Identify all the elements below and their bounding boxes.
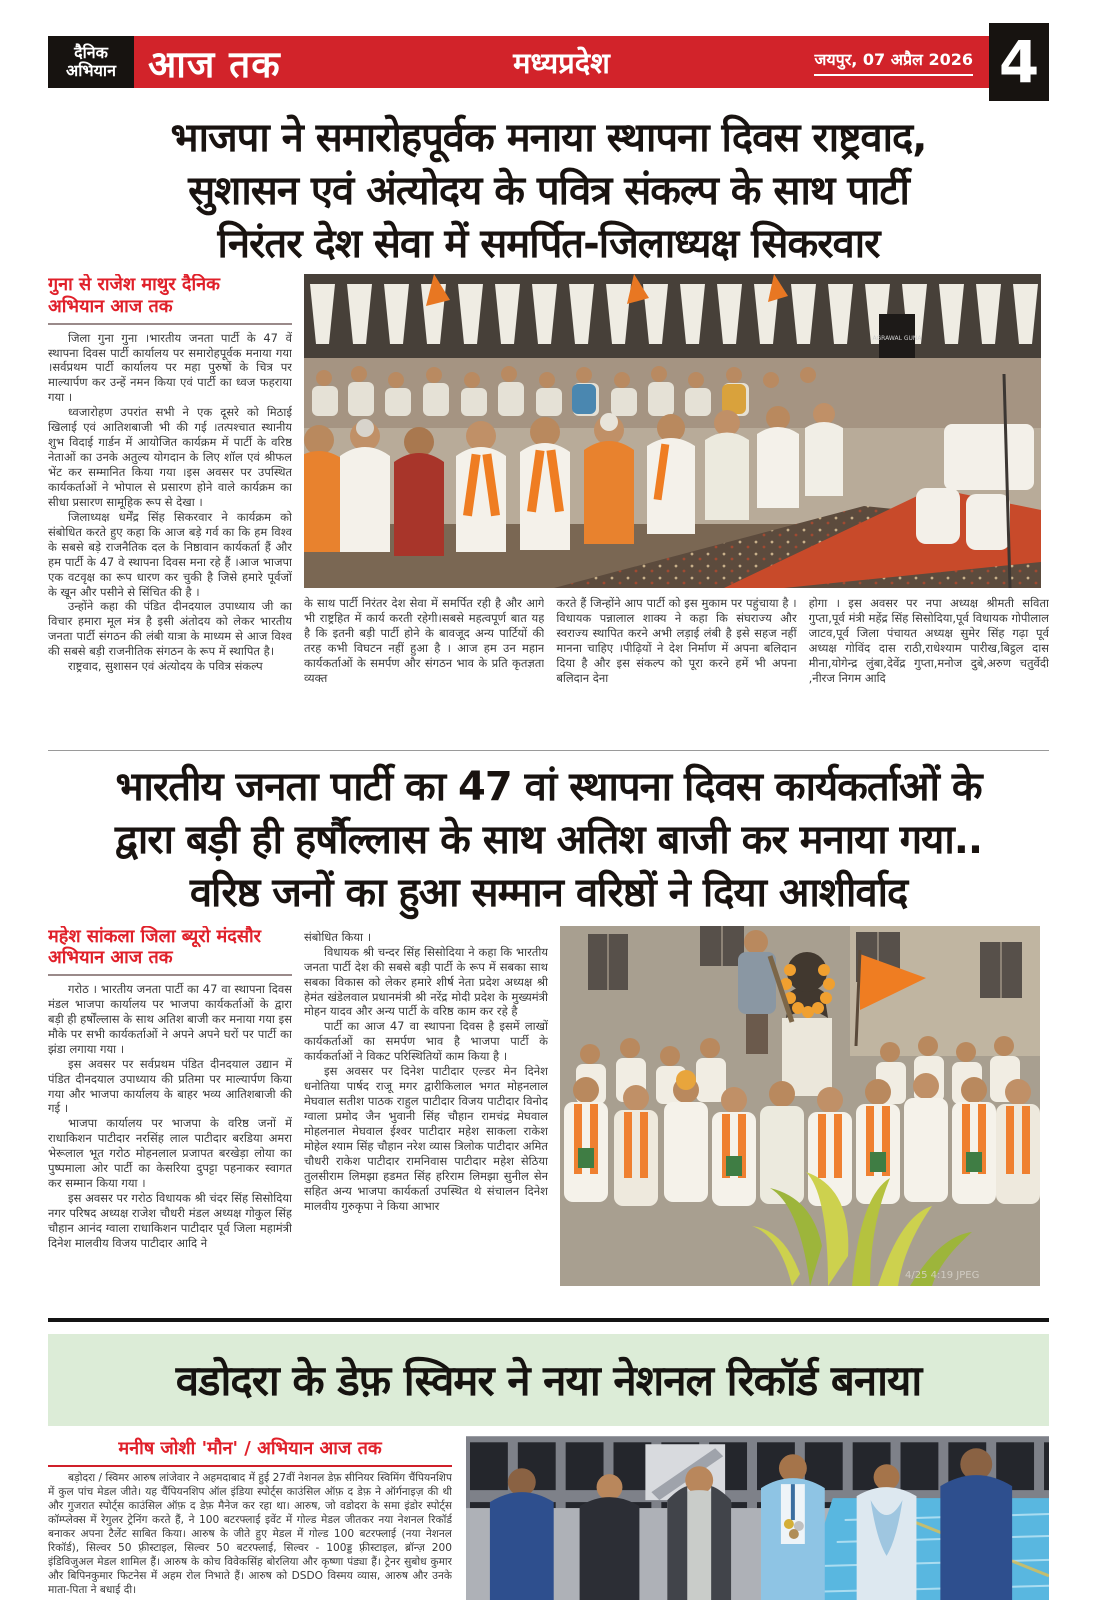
article2-byline (48, 926, 292, 976)
aajtak-logo: आज तक (148, 42, 281, 86)
paragraph: जिलाध्यक्ष धर्मेंद्र सिंह सिकरवार ने कार्यक्रम को संबोधित करते हुए कहा कि आज बड़े गर्व का कि हम विश्व के सबसे बड़े राजनैतिक दल के निष्ठावान कार्यकर्ता हैं और हम पार्टी के 47 वे स्थापना दिवस मना रहे हैं ।आज भाजपा एक वटवृक्ष का रूप धारण कर चुकी है जिसे हमारे पूर्वजों के खून और पसीने से सिंचित की है । (48, 509, 292, 599)
byline-line: महेश सांकला जिला ब्यूरो मंदसौर (48, 925, 262, 947)
article3-headline-band (48, 1334, 1049, 1426)
article1-col1-text (48, 331, 292, 675)
article3-byline: मनीष जोशी 'मौन' / अभियान आज तक (48, 1436, 452, 1467)
article1-right-area (304, 274, 1049, 742)
paragraph: इस अवसर पर सर्वप्रथम पंडित दीनदयाल उद्यान में पंडित दीनदयाल उपाध्याय की प्रतिमा पर माल्यार्पण किया गया और भाजपा कार्यालय के बाहर भव्य आतिशबाजी की गई । (48, 1056, 292, 1116)
article1-col3-text (556, 596, 796, 738)
byline-line: अभियान आज तक (48, 295, 173, 317)
paragraph: भाजपा कार्यालय पर भाजपा के वरिष्ठ जनों में राधाकिशन पाटीदार नरसिंह लाल पाटीदार बरडिया अमरा भेरूलाल भूत गरोठ मोहनलाल प्रजापत बरखेड़ा लोया का पुष्पमाला ओर पार्टी का केसरिया दुपट्टा पहनाकर स्वागत कर सम्मान किया गया । (48, 1116, 292, 1191)
headline-line: वरिष्ठ जनों का हुआ सम्मान वरिष्ठों ने दिया आशीर्वाद (189, 869, 908, 916)
heavy-divider (48, 1318, 1049, 1322)
article1-col4-text (809, 596, 1049, 738)
article1-col2-text (304, 596, 544, 738)
section-divider (48, 750, 1049, 751)
article1-continuation-columns (304, 596, 1049, 738)
article1-byline (48, 274, 292, 324)
photo-watermark: 4/25 4:19 JPEG (905, 1269, 980, 1281)
headline-line: सुशासन एवं अंत्योदय के पवित्र संकल्प के साथ पार्टी (188, 167, 909, 214)
paragraph: पार्टी का आज 47 वा स्थापना दिवस है इसमें लाखों कार्यकर्ताओं का समर्पण भाव है भाजपा पार्टी के कार्यकर्ताओं ने विकट परिस्थितियों काम किया है । (304, 1019, 548, 1064)
speaker-text: AGRAWAL GUNA (872, 335, 922, 343)
paragraph: संबोधित किया । (304, 929, 372, 944)
photo-bjp-hall-event (304, 274, 1041, 588)
paragraph: इस अवसर पर दिनेश पाटीदार एल्डर मेन दिनेश धनोतिया पार्षद राजू मगर द्वारीकिलाल भगत मोहनलाल मेघवाल सतीश पाठक राहुल पाटीदार विजय पाटीदार विनोद ग्वाला प्रमोद जैन भुवानी सिंह चौहान रामचंद्र मेघवाल मोहलनाल मेघवाल ईश्वर पाटीदार महेश साकला राकेश मोहेल श्याम सिंह चौहान नरेश व्यास त्रिलोक पाटीदार अमित चौधरी राकेश पाटीदार रामनिवास पाटीदार महेश सेठिया तुलसीराम लिमझा हडमत सिंह हरिराम लिमझा सुनील सेन सहित अन्य भाजपा कार्यकर्ता उपस्थित थे संचालन दिनेश मालवीय गुरुकृपा ने किया आभार (304, 1064, 548, 1213)
paragraph: जिला गुना गुना ।भारतीय जनता पार्टी के 47 वें स्थापना दिवस पार्टी कार्यालय पर समारोहपूर्वक मनाया गया ।सर्वप्रथम पार्टी कार्यालय पर महा पुरुषों के चित्र पर माल्यार्पण कर उन्हें नमन किया एवं पार्टी का ध्वज फहराया गया । (48, 330, 292, 405)
paragraph: ध्वजारोहण उपरांत सभी ने एक दूसरे को मिठाई खिलाई एवं आतिशबाजी भी की गई ।तत्पश्चात स्थानीय शुभ विदाई गार्डन में आयोजित कार्यक्रम में पार्टी के वरिष्ठ नेताओं का उनके अतुल्य योगदान के लिए शॉल एवं श्रीफल भेंट कर सम्मानित किया गया ।इस अवसर पर उपस्थित कार्यकर्ताओं ने भोपाल से प्रसारण होने वाले कार्यक्रम का सीधा प्रसारण सामूहिक रूप से देखा । (48, 405, 292, 509)
paragraph: राष्ट्रवाद, सुशासन एवं अंत्योदय के पवित्र संकल्प (68, 659, 263, 674)
page-number: 4 (989, 23, 1049, 101)
paragraph: बड़ोदरा / स्विमर आरुष लांजेवार ने अहमदाबाद में हुई 27वीं नेशनल डेफ़ सीनियर स्विमिंग चैंपियनशिप में कुल पांच मेडल जीते। यह चैंपियनशिप ऑल इंडिया स्पोर्ट्स काउंसिल ऑफ़ द डेफ़ ने ऑर्गनाइज़ की थी और गुजरात स्पोर्ट्स काउंसिल ऑफ़ द डेफ़ मैनेज कर रहा था। आरुष, जो वडोदरा के समा इंडोर स्पोर्ट्स कॉम्प्लेक्स में रेगुलर ट्रेनिंग करते हैं, ने 100 बटरफ्लाई इवेंट में गोल्ड मेडल जीतकर नया नेशनल रिकॉर्ड बनाकर अपना टैलेंट साबित किया। आरुष के जीते हुए मेडल में गोल्ड 100 बटरफ्लाई (नया नेशनल रिकॉर्ड), सिल्वर 50 फ़्रीस्टाइल, सिल्वर 50 बटरफ्लाई, सिल्वर - 100ड्ड फ़्रीस्टाइल, ब्रॉन्ज़ 200 इंडिविजुअल मेडल शामिल हैं। आरुष के कोच विवेकसिंह बोरलिया और कृष्णा पंड्या हैं। ट्रेनर सुबोध कुमार और बिपिनकुमार फिटनेस में अहम रोल निभाते हैं। आरुष को DSDO विस्मय व्यास, आरुष और उनके माता-पिता ने बधाई दी। (48, 1471, 452, 1596)
paragraph: इस अवसर पर गरोठ विधायक श्री चंदर सिंह सिसोदिया नगर परिषद अध्यक्ष राजेश चौधरी मंडल अध्यक्ष गोकुल सिंह चौहान आनंद ग्वाला राधाकिशन पाटीदार पूर्व जिला महामंत्री दिनेश मालवीय विजय पाटीदार आदि ने (48, 1191, 292, 1250)
article1-column-1 (48, 274, 292, 742)
paragraph: के साथ पार्टी निरंतर देश सेवा में समर्पित रही है और आगे भी राष्ट्रहित में कार्य करती रहेगी।सबसे महत्वपूर्ण बात यह है कि इतनी बड़ी पार्टी होने के बावजूद अन्य पार्टियों की तरह कभी विघटन नहीं हुआ है । आज हम उन महान कार्यकर्ताओं के समर्पण और संगठन भाव के प्रति कृतज्ञता व्यक्त (304, 596, 545, 686)
article3-text (48, 1472, 452, 1598)
headline-line: निरंतर देश सेवा में समर्पित-जिलाध्यक्ष सिकरवार (217, 220, 880, 267)
edition-title: मध्यप्रदेश (513, 45, 610, 80)
paragraph: होगा । इस अवसर पर नपा अध्यक्ष श्रीमती सविता गुप्ता,पूर्व मंत्री महेंद्र सिंह सिसोदिया,पूर्व विधायक गोपीलाल जाटव,पूर्व जिला पंचायत अध्यक्ष सुमेर सिंह गढ़ा पूर्व अध्यक्ष गोविंद दास राठी,राधेश्याम पारीख,बिट्ठल दास मीना,योगेन्द्र लुंबा,देवेंद्र गुप्ता,मनोज दुबे,अरुण चतुर्वेदी ,नीरज निगम आदि (808, 596, 1049, 686)
article2-column-1 (48, 926, 292, 1308)
paragraph: गरोठ । भारतीय जनता पार्टी का 47 वा स्थापना दिवस मंडल भाजपा कार्यालय पर भाजपा कार्यकर्ताओं के द्वारा बड़ी ही हर्षोंल्लास के साथ अतिश बाजी कर मनाया गया इस मौके पर सभी कार्यकर्ताओं ने अपने अपने घरों पर पार्टी का झंडा लगाया गया । (48, 981, 292, 1056)
photo-swimmers-pool (466, 1436, 1049, 1600)
article3-body (48, 1436, 1049, 1600)
headline-line: भाजपा ने समारोहपूर्वक मनाया स्थापना दिवस राष्ट्रवाद, (170, 115, 927, 161)
masthead (48, 22, 1049, 102)
masthead-bar (134, 36, 989, 88)
headline-line: द्वारा बड़ी ही हर्षौल्लास के साथ अतिश बाजी कर मनाया गया.. (114, 817, 983, 864)
byline-line: गुना से राजेश माथुर दैनिक (48, 274, 220, 296)
article2-photo-area (560, 926, 1049, 1308)
article2-col1-text (48, 982, 292, 1251)
article3-headline: वडोदरा के डेफ़ स्विमर ने नया नेशनल रिकॉर्ड बनाया (175, 1356, 922, 1406)
brand-line1: दैनिक (74, 42, 108, 62)
paragraph: उन्होंने कहा की पंडित दीनदयाल उपाध्याय जी का विचार हमारा मूल मंत्र है इसी अंतोदय को लेकर भारतीय जनता पार्टी संगठन की लंबी यात्रा के माध्यम से आज विश्व की सबसे बड़ी राजनीतिक संगठन के रूप में स्थापित है। (48, 599, 292, 659)
headline-line: भारतीय जनता पार्टी का 47 वां स्थापना दिवस कार्यकर्ताओं के (115, 764, 982, 811)
paragraph: विधायक श्री चन्दर सिंह सिसोदिया ने कहा कि भारतीय जनता पार्टी देश की सबसे बड़ी पार्टी के रूप में सबका साथ सबका विकास को लेकर हमारे शीर्ष नेता प्रदेश अध्यक्ष श्री हेमंत खंडेलवाल प्रधानमंत्री श्री नरेंद्र मोदी प्रदेश के मुख्यमंत्री मोहन यादव और अन्य पार्टी के वरिष्ठ काम कर रहे है (304, 944, 548, 1019)
article3-text-column (48, 1436, 452, 1600)
article2-col2-text (304, 926, 548, 1308)
byline-line: अभियान आज तक (48, 947, 173, 969)
paragraph: करते हैं जिन्होंने आप पार्टी को इस मुकाम पर पहुंचाया है । विधायक पन्नालाल शाक्य ने कहा कि संघराज्य और स्वराज्य स्थापित करने अभी लड़ाई लंबी है इसे सहज नहीं मानना चाहिए ।पीढ़ियों ने देश निर्माण में अपना बलिदान दिया है और इस संकल्प को पूरा करने हमें भी अपना बलिदान देना (556, 596, 797, 686)
dateline: जयपुर, 07 अप्रैल 2026 (814, 48, 973, 76)
article1-headline (48, 112, 1049, 270)
article2-body (48, 926, 1049, 1308)
photo-statue-ceremony (560, 926, 1040, 1286)
article2-headline (48, 761, 1049, 919)
article1-body (48, 274, 1049, 742)
brand-logo (48, 36, 134, 88)
brand-line2: अभियान (66, 61, 116, 80)
